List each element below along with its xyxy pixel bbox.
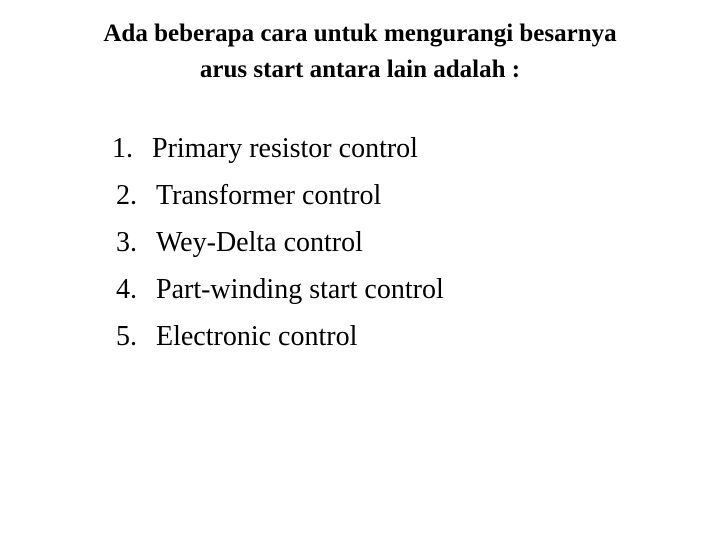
list-item	[116, 226, 363, 260]
list-item-number: 2.	[116, 180, 137, 211]
list-item-number: 3.	[116, 227, 137, 258]
list-item	[116, 273, 444, 307]
list-item-number: 4.	[116, 274, 137, 305]
list-item	[116, 179, 381, 213]
slide-title	[40, 16, 680, 88]
list-item-number: 1.	[112, 133, 133, 164]
title-line-1: Ada beberapa cara untuk mengurangi besarnya	[103, 20, 617, 47]
list-item-text: Wey-Delta control	[156, 227, 363, 258]
list-item-text: Transformer control	[156, 180, 382, 211]
list-item-text: Electronic control	[156, 321, 358, 352]
list-item	[116, 320, 357, 354]
list-item-text: Primary resistor control	[152, 133, 418, 164]
list-item	[112, 132, 418, 166]
title-line-2: arus start antara lain adalah :	[199, 56, 521, 83]
list-item-text: Part-winding start control	[156, 274, 444, 305]
list-item-number: 5.	[116, 321, 137, 352]
